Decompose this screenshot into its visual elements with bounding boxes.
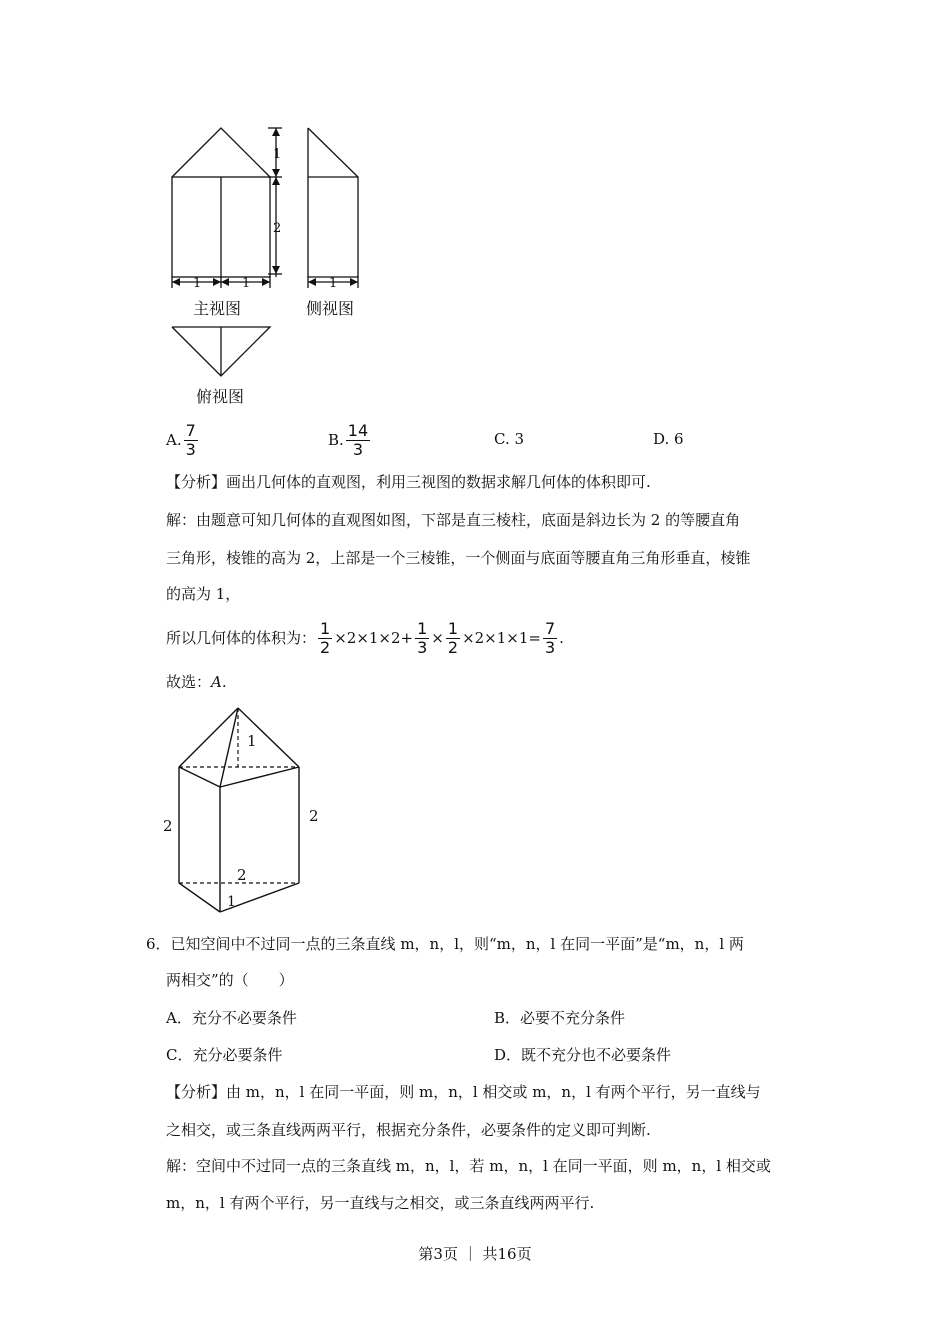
solid-label-2-bottom: 2 <box>237 866 247 884</box>
q5-option-d: D. 6 <box>653 430 684 448</box>
q5-answer: 故选：A. <box>166 673 227 691</box>
q5-solution-line3: 的高为 1， <box>166 585 241 603</box>
page-footer: 第3页 ｜ 共16页 <box>418 1245 532 1263</box>
q6-option-a: A．充分不必要条件 <box>166 1009 297 1027</box>
front-view-roof <box>172 128 270 177</box>
q6-analysis-line1: 【分析】由 m，n，l 在同一平面，则 m，n，l 相交或 m，n，l 有两个平行，另一直线与 <box>166 1083 761 1101</box>
vol-fraction-1: $\frac{1}{2}$ <box>320 618 331 657</box>
dim-height-1: 1 <box>273 147 282 162</box>
solid-label-2-right: 2 <box>309 807 319 825</box>
solid-figure <box>155 700 335 920</box>
dim-width-right: 1 <box>242 276 251 291</box>
solid-label-1: 1 <box>247 732 257 750</box>
q6-option-c: C．充分必要条件 <box>166 1046 283 1064</box>
vol-fraction-2: $\frac{1}{3}$ <box>417 618 428 657</box>
q6-stem-line2: 两相交”的（ ） <box>166 971 294 989</box>
dim-height-2: 2 <box>273 221 282 236</box>
q5-analysis: 【分析】画出几何体的直观图，利用三视图的数据求解几何体的体积即可. <box>166 473 651 491</box>
q6-option-b: B．必要不充分条件 <box>494 1009 626 1027</box>
top-view-label: 俯视图 <box>196 387 245 406</box>
q6-stem-line1: 6．已知空间中不过同一点的三条直线 m，n，l，则“m，n，l 在同一平面”是“m，n，l 两 <box>146 935 744 953</box>
side-view-shape <box>308 128 358 277</box>
q5-solution-line1: 解：由题意可知几何体的直观图如图，下部是直三棱柱，底面是斜边长为 2 的等腰直角 <box>166 511 741 529</box>
option-a-fraction: $\frac{7}{3}$ <box>185 420 196 459</box>
q6-analysis-line2: 之相交，或三条直线两两平行，根据充分条件，必要条件的定义即可判断. <box>166 1121 651 1139</box>
q5-option-b: B. $\frac{14}{3}$ <box>328 420 369 459</box>
q6-solution-line1: 解：空间中不过同一点的三条直线 m，n，l，若 m，n，l 在同一平面，则 m，n，l 相交或 <box>166 1157 771 1175</box>
solid-label-1-bottom: 1 <box>227 894 236 910</box>
q6-option-d: D．既不充分也不必要条件 <box>494 1046 672 1064</box>
q5-option-c: C. 3 <box>494 430 525 448</box>
side-view-label: 侧视图 <box>306 299 355 318</box>
dim-width-left: 1 <box>193 276 202 291</box>
three-view-diagram <box>160 120 380 420</box>
dim-width-side: 1 <box>329 276 338 291</box>
q6-solution-line2: m，n，l 有两个平行，另一直线与之相交，或三条直线两两平行. <box>166 1194 595 1212</box>
option-b-fraction: $\frac{14}{3}$ <box>347 420 369 459</box>
q5-solution-line2: 三角形，棱锥的高为 2，上部是一个三棱锥，一个侧面与底面等腰直角三角形垂直，棱锥 <box>166 549 751 567</box>
vol-fraction-3: $\frac{1}{2}$ <box>447 618 459 657</box>
q5-option-a: A. $\frac{7}{3}$ <box>166 420 196 459</box>
vol-fraction-4: $\frac{7}{3}$ <box>544 618 556 657</box>
solid-label-2-left: 2 <box>163 817 173 835</box>
front-view-label: 主视图 <box>193 299 242 318</box>
q5-volume-formula: 所以几何体的体积为： $\frac{1}{2}$ ×2×1×2+ $\frac{1}{3}$ × $\frac{1}{2}$ ×2×1×1= $\frac{7}{3}$ . <box>166 618 564 657</box>
